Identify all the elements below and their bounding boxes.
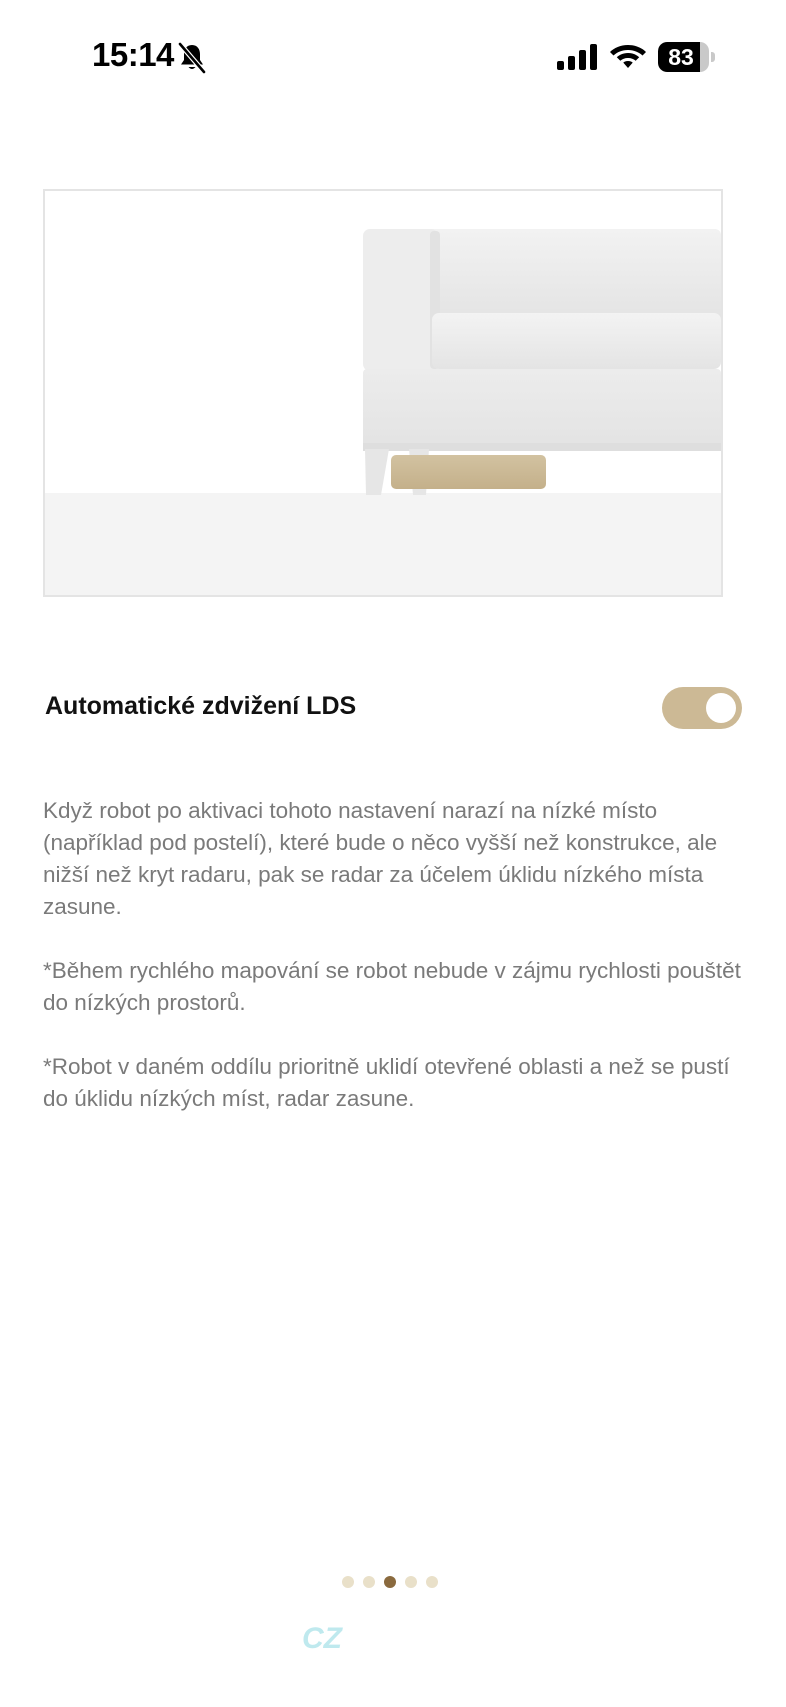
- sofa-leg-left: [365, 449, 389, 495]
- description-note: *Během rychlého mapování se robot nebude v zájmu rychlosti pouštět do nízkých prostorů.: [43, 958, 741, 1015]
- sofa-base: [363, 369, 721, 451]
- page-dot[interactable]: [405, 1576, 417, 1588]
- sofa-seat-cushion: [432, 313, 721, 369]
- page-indicator: [342, 1576, 438, 1590]
- status-time: 15:14: [92, 36, 174, 73]
- bell-slash-icon: [177, 42, 207, 74]
- sofa-robot-illustration: [45, 191, 721, 595]
- setting-title: Automatické zdvižení LDS: [45, 692, 357, 720]
- toggle-knob: [706, 693, 736, 723]
- wifi-icon: [609, 42, 647, 72]
- status-bar: [0, 0, 786, 110]
- battery-icon: [658, 42, 718, 72]
- page-dot-active[interactable]: [384, 1576, 396, 1588]
- watermark-logo: [300, 1618, 352, 1654]
- setting-description: [43, 795, 743, 1147]
- description-paragraph: Když robot po aktivaci tohoto nastavení narazí na nízké místo (například pod postelí), které bude o něco vyšší než konstrukce, ale nižší než kryt radaru, pak se radar za účelem úklidu nízkého místa zasune.: [43, 798, 718, 919]
- sofa-armrest: [363, 229, 438, 371]
- page-dot[interactable]: [342, 1576, 354, 1588]
- description-note: *Robot v daném oddílu prioritně uklidí otevřené oblasti a než se pustí do úklidu nízkých míst, radar zasune.: [43, 1054, 730, 1111]
- auto-lds-lift-setting-row: [43, 672, 743, 744]
- auto-lds-lift-toggle[interactable]: [662, 687, 742, 729]
- feature-illustration: [43, 189, 723, 597]
- page-dot[interactable]: [426, 1576, 438, 1588]
- battery-body: [658, 42, 709, 72]
- watermark-text: CZ: [302, 1622, 342, 1654]
- floor: [45, 493, 721, 595]
- robot-vacuum: [391, 455, 546, 489]
- battery-nub: [711, 52, 715, 62]
- battery-level: 83: [668, 44, 694, 70]
- page-dot[interactable]: [363, 1576, 375, 1588]
- cellular-signal-icon: [557, 44, 599, 70]
